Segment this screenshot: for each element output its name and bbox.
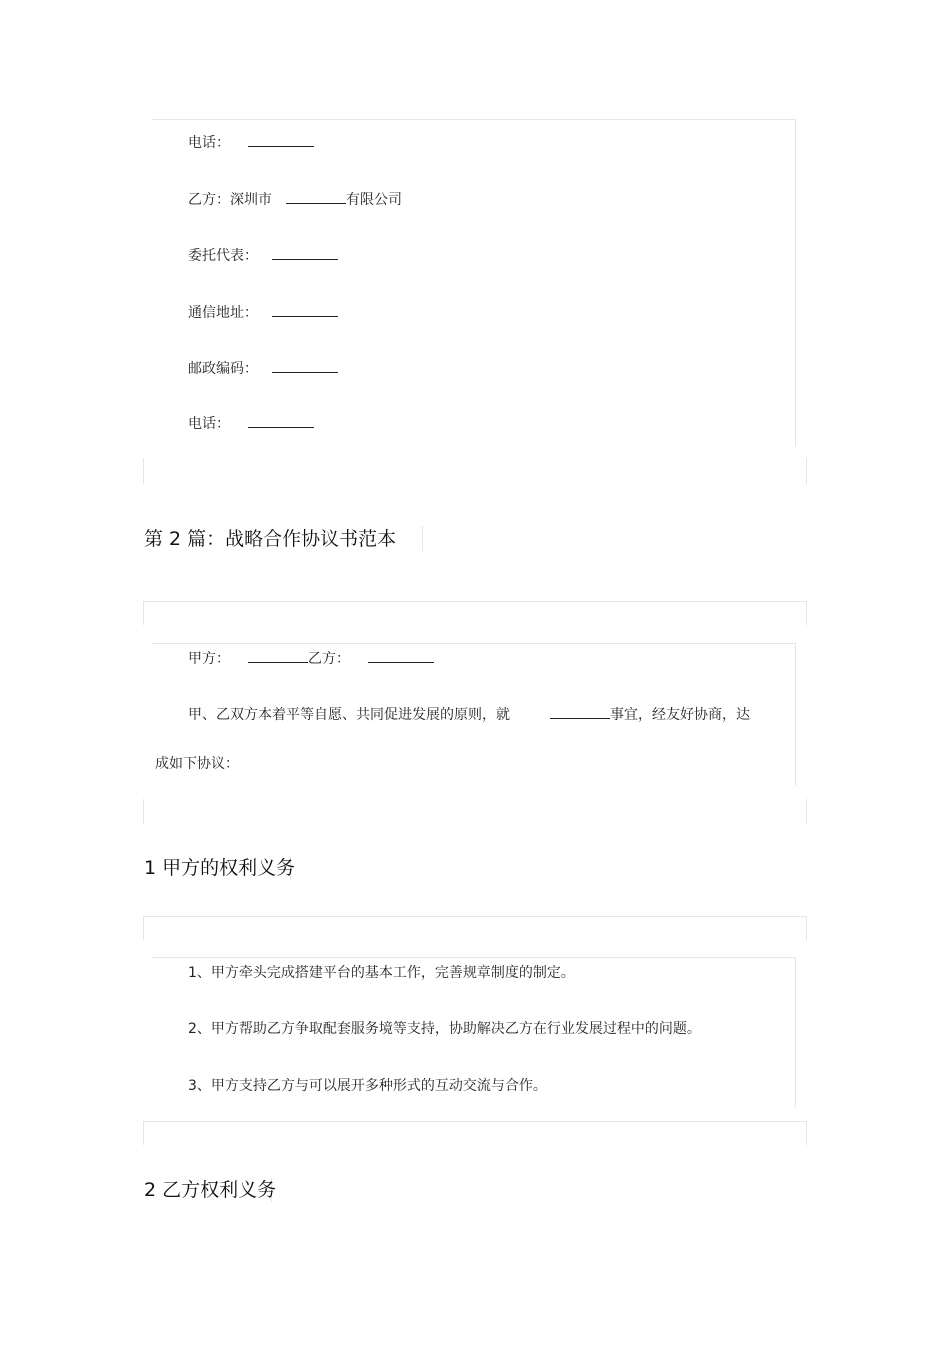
section-2-title: 2 乙方权利义务 [144, 1179, 277, 1201]
party-b-blank [286, 190, 346, 204]
tel-a-label: 电话： [188, 135, 230, 151]
postcode-label: 邮政编码： [188, 361, 258, 377]
agent-blank [272, 246, 338, 260]
postcode-blank [272, 359, 338, 373]
frame-line [422, 526, 423, 551]
section-1-item: 1、甲方牵头完成搭建平台的基本工作，完善规章制度的制定。 [188, 965, 575, 981]
intro-part-1: 甲、乙双方本着平等自愿、共同促进发展的原则，就 [188, 707, 510, 723]
frame-line [143, 799, 144, 824]
parties-line [188, 649, 434, 668]
party-b-label: 乙方：深圳市 [188, 192, 272, 208]
chapter-title: 第 2 篇：战略合作协议书范本 [144, 528, 397, 550]
agent-line [188, 246, 338, 265]
frame-line [152, 119, 795, 120]
section-1-title: 1 甲方的权利义务 [144, 857, 296, 879]
frame-line [795, 119, 796, 446]
matter-blank [550, 705, 610, 719]
frame-line [152, 643, 795, 644]
frame-line [143, 458, 144, 484]
frame-line [795, 643, 796, 786]
frame-line [143, 601, 144, 625]
party-b-line [188, 190, 402, 209]
address-line [188, 303, 338, 322]
frame-line [143, 916, 806, 917]
party-b-label-2: 乙方： [308, 651, 350, 667]
frame-line [806, 601, 807, 625]
frame-line [795, 957, 796, 1107]
postcode-line [188, 359, 338, 378]
section-1-item: 3、甲方支持乙方与可以展开多种形式的互动交流与合作。 [188, 1078, 547, 1094]
frame-line [806, 916, 807, 940]
party-a-label: 甲方： [188, 651, 230, 667]
intro-part-2: 事宜，经友好协商，达 [610, 707, 750, 723]
address-blank [272, 303, 338, 317]
section-1-item: 2、甲方帮助乙方争取配套服务境等支持，协助解决乙方在行业发展过程中的问题。 [188, 1021, 701, 1037]
tel-b-blank [248, 414, 314, 428]
frame-line [806, 1121, 807, 1145]
party-b-suffix: 有限公司 [346, 192, 402, 208]
tel-a-line [188, 133, 314, 152]
party-b-blank-2 [368, 649, 434, 663]
frame-line [806, 799, 807, 824]
intro-part-3: 成如下协议： [155, 756, 239, 772]
tel-b-line [188, 414, 314, 433]
frame-line [806, 458, 807, 484]
tel-b-label: 电话： [188, 416, 230, 432]
frame-line [143, 1121, 144, 1145]
intro-line [188, 705, 750, 724]
frame-line [143, 601, 806, 602]
party-a-blank [248, 649, 308, 663]
frame-line [143, 916, 144, 940]
agent-label: 委托代表： [188, 248, 258, 264]
tel-a-blank [248, 133, 314, 147]
address-label: 通信地址： [188, 305, 258, 321]
frame-line [152, 957, 795, 958]
frame-line [143, 1121, 806, 1122]
